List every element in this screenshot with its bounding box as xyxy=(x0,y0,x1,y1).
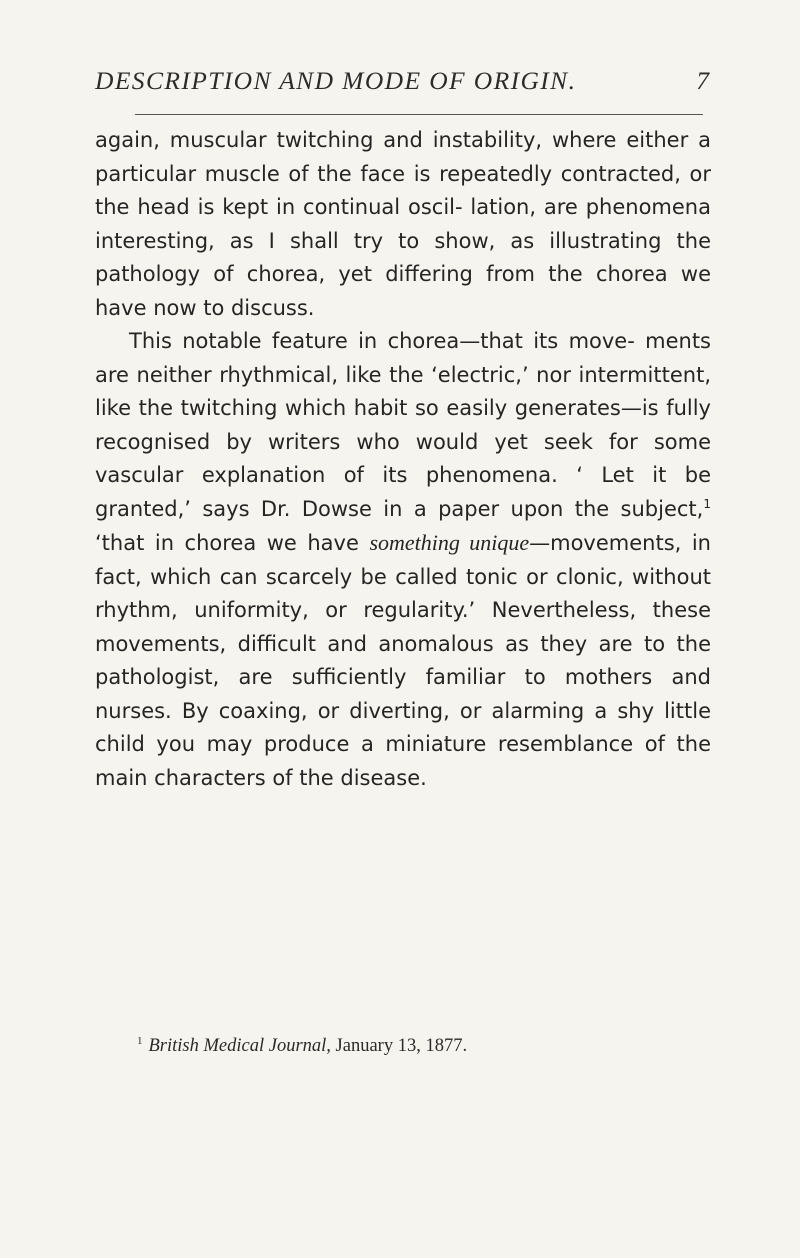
body-text xyxy=(95,124,711,795)
running-title: DESCRIPTION AND MODE OF ORIGIN. xyxy=(95,66,577,95)
page-number: 7 xyxy=(696,66,709,95)
header-rule xyxy=(135,114,703,115)
footnote xyxy=(137,1036,737,1057)
paragraph-2 xyxy=(95,325,711,795)
footnote-date: January 13, 1877. xyxy=(330,1036,468,1056)
footnote-journal: British Medical Journal, xyxy=(148,1036,331,1056)
running-head xyxy=(95,60,715,100)
paragraph-2-part-c: —movements, in fact, which can scarcely be called tonic or clonic, without rhythm, uniformity, or regularity.’ Nevertheless, these movements, difficult and anomalous as they are to the pathologist, are sufficiently familiar to mothers and nurses. By coaxing, or diverting, or alarming a shy little child you may produce a miniature resemblance of the main characters of the disease. xyxy=(95,531,711,790)
italic-phrase: something unique xyxy=(369,530,530,555)
paragraph-2-part-a: This notable feature in chorea—that its move- ments are neither rhythmical, like the ‘electric,’ nor intermittent, like the twitching which habit so easily generates—is fully recognised by writers who would yet seek for some vascular explanation of its phenomena. ‘ Let it be granted,’ says Dr. Dowse in a paper upon the subject, xyxy=(95,329,711,521)
footnote-reference[interactable]: 1 xyxy=(703,496,711,511)
footnote-mark: 1 xyxy=(137,1034,143,1047)
paragraph-2-part-b: ‘that in chorea we have xyxy=(95,531,370,555)
paragraph-1: again, muscular twitching and instability, where either a particular muscle of the face is repeatedly contracted, or the head is kept in continual oscil- lation, are phenomena interesting, as I shall try to show, as illustrating the pathology of chorea, yet differing from the chorea we have now to discuss. xyxy=(95,128,711,320)
